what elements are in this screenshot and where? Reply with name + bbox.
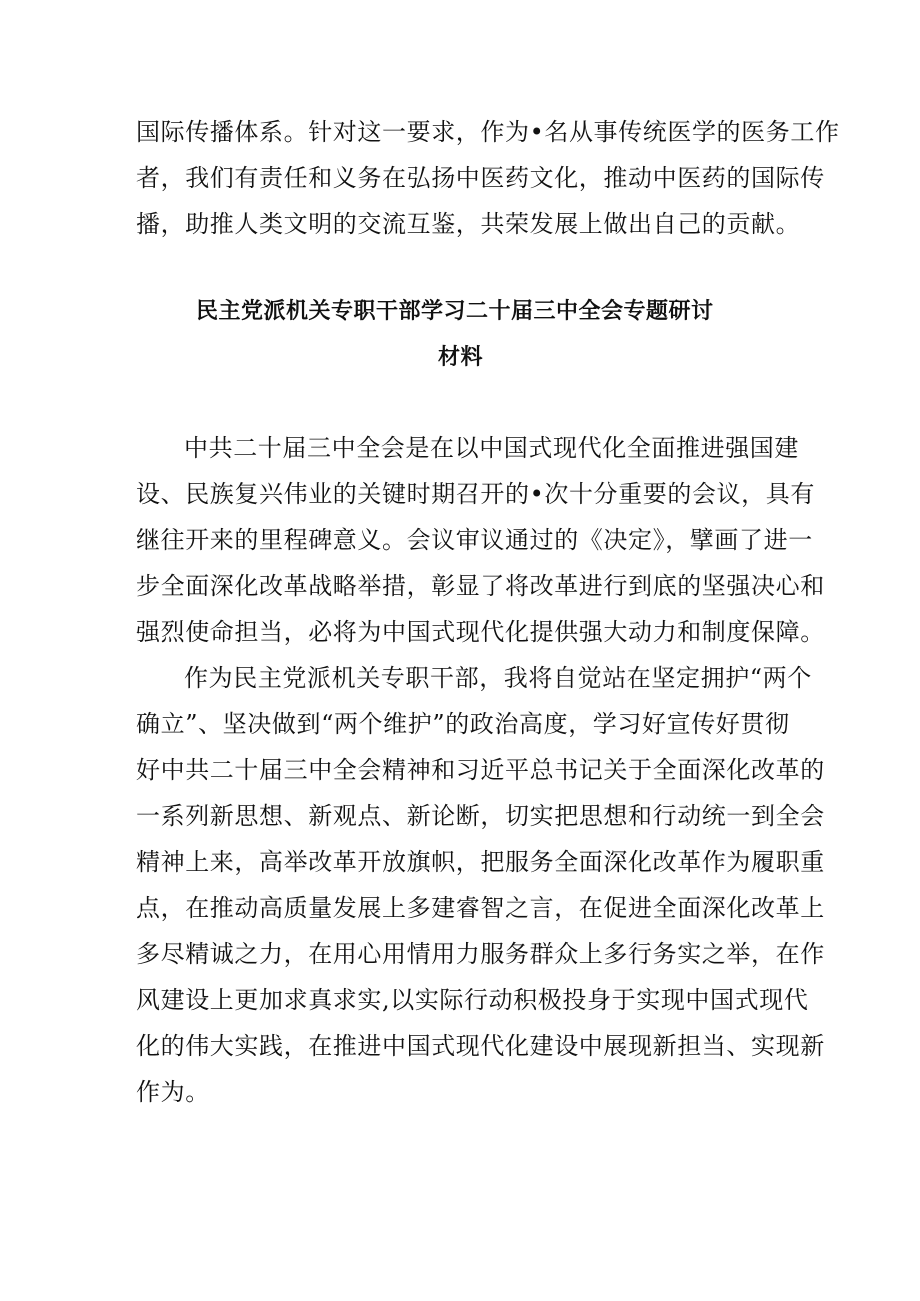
paragraph-line: 作为民主党派机关专职干部，我将自觉站在坚定拥护“两个 bbox=[184, 664, 812, 692]
paragraph-line: 确立”、坚决做到“两个维护”的政治高度，学习好宣传好贯彻 bbox=[136, 710, 790, 738]
paragraph-line: 好中共二十届三中全会精神和习近平总书记关于全面深化改革的 bbox=[136, 756, 825, 784]
paragraph-line: 中共二十届三中全会是在以中国式现代化全面推进强国建 bbox=[184, 434, 799, 462]
paragraph-line: 多尽精诚之力，在用心用情用力服务群众上多行务实之举，在作 bbox=[136, 940, 825, 968]
paragraph-line: 步全面深化改革战略举措，彰显了将改革进行到底的坚强决心和 bbox=[136, 572, 825, 600]
title-line: 民主党派机关专职干部学习二十届三中全会专题研讨 bbox=[196, 298, 714, 324]
paragraph-line: 者，我们有责任和义务在弘扬中医药文化，推动中医药的国际传 bbox=[136, 164, 825, 192]
paragraph-line: 设、民族复兴伟业的关键时期召开的•次十分重要的会议，具有 bbox=[136, 480, 815, 508]
paragraph-line: 继往开来的里程碑意义。会议审议通过的《决定》，擘画了进一 bbox=[136, 526, 813, 554]
paragraph-line: 作为。 bbox=[136, 1078, 210, 1106]
paragraph-line: 化的伟大实践，在推进中国式现代化建设中展现新担当、实现新 bbox=[136, 1032, 825, 1060]
paragraph-line: 国际传播体系。针对这一要求，作为•名从事传统医学的医务工作 bbox=[136, 118, 840, 146]
paragraph-line: 播，助推人类文明的交流互鉴，共荣发展上做出自己的贡献。 bbox=[136, 210, 801, 238]
title-line: 材料 bbox=[438, 344, 484, 370]
paragraph-line: 点，在推动高质量发展上多建睿智之言，在促进全面深化改革上 bbox=[136, 894, 825, 922]
paragraph-line: 精神上来，高举改革开放旗帜，把服务全面深化改革作为履职重 bbox=[136, 848, 825, 876]
paragraph-line: 一系列新思想、新观点、新论断，切实把思想和行动统一到全会 bbox=[136, 802, 825, 830]
paragraph-line: 风建设上更加求真求实,以实际行动积极投身于实现中国式现代 bbox=[136, 986, 809, 1014]
paragraph-line: 强烈使命担当，必将为中国式现代化提供强大动力和制度保障。 bbox=[136, 618, 825, 646]
